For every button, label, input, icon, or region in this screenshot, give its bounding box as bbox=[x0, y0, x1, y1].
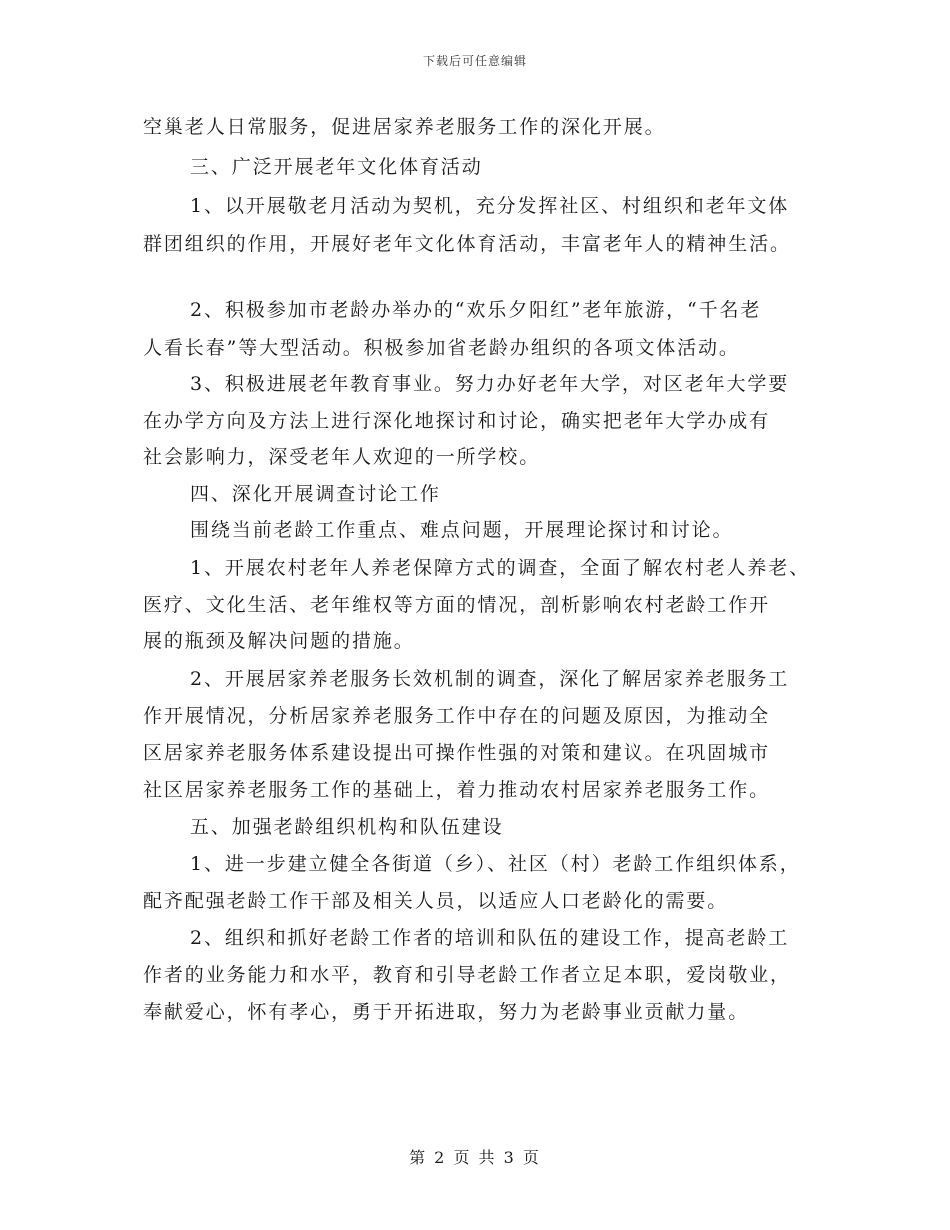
paragraph-line: 人看长春”等大型活动。积极参加省老龄办组织的各项文体活动。 bbox=[143, 337, 740, 359]
paragraph-line: 围绕当前老龄工作重点、难点问题，开展理论探讨和讨论。 bbox=[190, 519, 734, 541]
section-heading: 四、深化开展调查讨论工作 bbox=[190, 483, 441, 505]
paragraph-line: 空巢老人日常服务，促进居家养老服务工作的深化开展。 bbox=[143, 116, 666, 138]
paragraph-line: 3、积极进展老年教育事业。努力办好老年大学，对区老年大学要 bbox=[190, 373, 790, 395]
paragraph-line: 展的瓶颈及解决问题的措施。 bbox=[143, 630, 415, 652]
section-heading: 三、广泛开展老年文化体育活动 bbox=[190, 156, 483, 178]
paragraph-line: 社区居家养老服务工作的基础上，着力推动农村居家养老服务工作。 bbox=[143, 779, 771, 801]
paragraph-line: 奉献爱心，怀有孝心，勇于开拓进取，努力为老龄事业贡献力量。 bbox=[143, 1001, 750, 1023]
page-number: 第 2 页 共 3 页 bbox=[409, 1148, 541, 1167]
paragraph-line: 2、组织和抓好老龄工作者的培训和队伍的建设工作，提高老龄工 bbox=[190, 927, 790, 949]
paragraph-line: 1、进一步建立健全各街道（乡）、社区（村）老龄工作组织体系， bbox=[190, 853, 801, 875]
paragraph-line: 2、积极参加市老龄办举办的“欢乐夕阳红”老年旅游，“千名老 bbox=[190, 299, 762, 321]
paragraph-line: 区居家养老服务体系建设提出可操作性强的对策和建议。在巩固城市 bbox=[143, 742, 771, 764]
paragraph-line: 在办学方向及方法上进行深化地探讨和讨论，确实把老年大学办成有 bbox=[143, 410, 771, 432]
paragraph-line: 群团组织的作用，开展好老年文化体育活动，丰富老年人的精神生活。 bbox=[143, 233, 791, 255]
section-heading: 五、加强老龄组织机构和队伍建设 bbox=[190, 816, 504, 838]
paragraph-line: 社会影响力，深受老年人欢迎的一所学校。 bbox=[143, 446, 541, 468]
paragraph-line: 医疗、文化生活、老年维权等方面的情况，剖析影响农村老龄工作开 bbox=[143, 594, 771, 616]
paragraph-line: 1、以开展敬老月活动为契机，充分发挥社区、村组织和老年文体 bbox=[190, 195, 790, 217]
page-header: 下载后可任意编辑 bbox=[422, 54, 527, 68]
paragraph-line: 1、开展农村老年人养老保障方式的调查，全面了解农村老人养老、 bbox=[190, 557, 811, 579]
paragraph-line: 作者的业务能力和水平，教育和引导老龄工作者立足本职，爱岗敬业， bbox=[143, 964, 791, 986]
paragraph-line: 作开展情况，分析居家养老服务工作中存在的问题及原因，为推动全 bbox=[143, 705, 771, 727]
paragraph-line: 配齐配强老龄工作干部及相关人员，以适应人口老龄化的需要。 bbox=[143, 890, 729, 912]
paragraph-line: 2、开展居家养老服务长效机制的调查，深化了解居家养老服务工 bbox=[190, 668, 790, 690]
